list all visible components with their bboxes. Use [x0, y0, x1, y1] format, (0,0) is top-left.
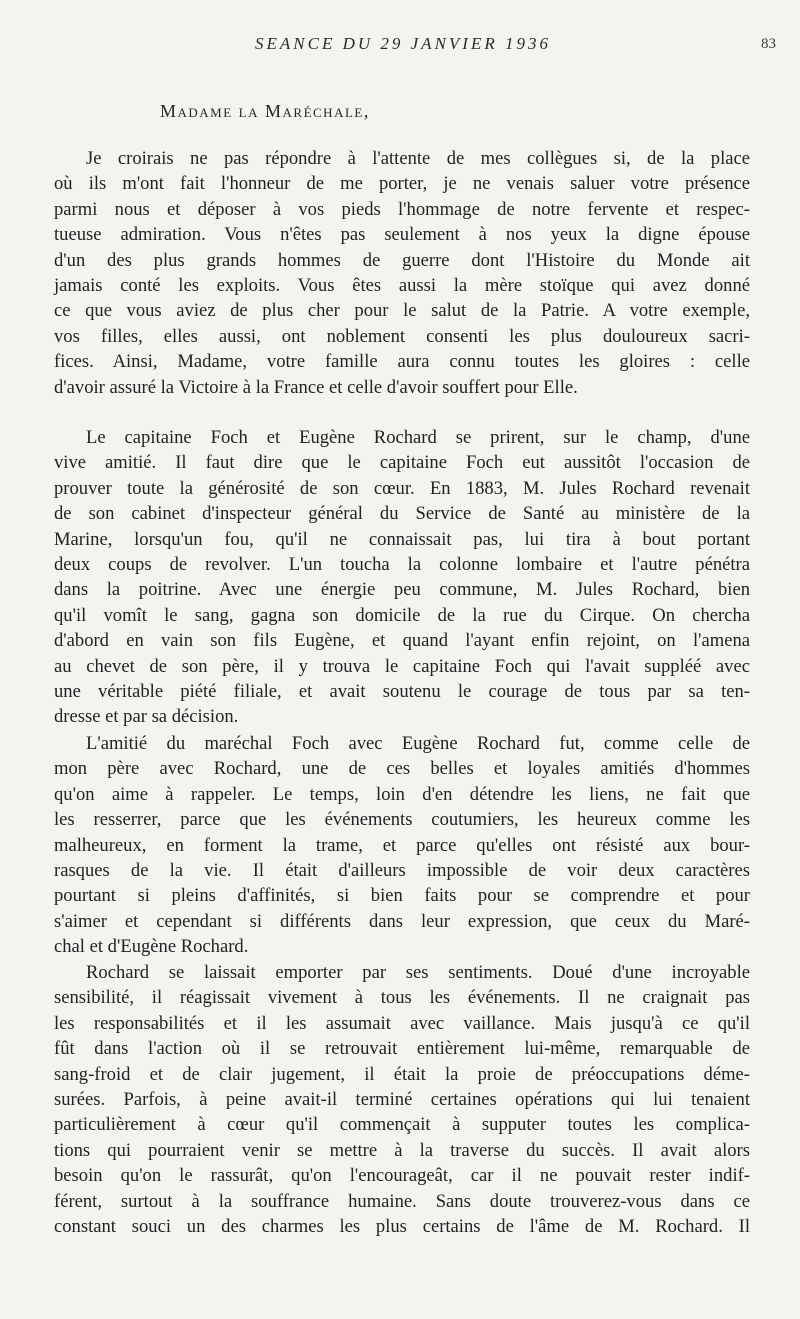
salutation: Madame la Maréchale,: [160, 101, 370, 121]
text-line: fût dans l'action où il se retrouvait entièrement lui-même, remarquable de: [54, 1038, 750, 1060]
running-title: SEANCE DU 29 JANVIER 1936: [255, 34, 551, 53]
text-line: rasques de la vie. Il était d'ailleurs impossible de voir deux caractères: [54, 859, 750, 881]
text-line: les resserrer, parce que les événements coutumiers, les heureux comme les: [54, 809, 750, 831]
text-line: de son cabinet d'inspecteur général du Service de Santé au ministère de la: [54, 503, 750, 525]
text-line: où ils m'ont fait l'honneur de me porter, je ne venais saluer votre présence: [54, 173, 750, 195]
text-line: ce que vous aviez de plus cher pour le salut de la Patrie. A votre exemple,: [54, 300, 750, 322]
text-line: tueuse admiration. Vous n'êtes pas seulement à nos yeux la digne épouse: [54, 224, 750, 246]
text-line: d'avoir assuré la Victoire à la France et celle d'avoir souffert pour Elle.: [54, 376, 578, 398]
text-line: constant souci un des charmes les plus certains de l'âme de M. Rochard. Il: [54, 1215, 750, 1237]
text-line: malheureux, en forment la trame, et parce qu'elles ont résisté aux bour-: [54, 834, 750, 856]
text-line: dans la poitrine. Avec une énergie peu commune, M. Jules Rochard, bien: [54, 579, 750, 601]
text-line: qu'on aime à rappeler. Le temps, loin d'en détendre les liens, ne fait que: [54, 783, 750, 805]
running-header: [0, 34, 800, 58]
text-line: L'amitié du maréchal Foch avec Eugène Rochard fut, comme celle de: [86, 733, 750, 754]
text-line: tions qui pourraient venir se mettre à la traverse du succès. Il avait alors: [54, 1139, 750, 1161]
text-line: surées. Parfois, à peine avait-il terminé certaines opérations qui lui tenaient: [54, 1088, 750, 1110]
text-line: besoin qu'on le rassurât, qu'on l'encourageât, car il ne pouvait rester indif-: [54, 1165, 750, 1187]
text-line: jamais conté les exploits. Vous êtes aussi la mère stoïque qui avez donné: [54, 274, 750, 296]
text-line: s'aimer et cependant si différents dans leur expression, que ceux du Maré-: [54, 910, 750, 932]
text-line: une véritable piété filiale, et avait soutenu le courage de tous par sa ten-: [54, 680, 750, 702]
text-line: au chevet de son père, il y trouva le capitaine Foch qui l'avait suppléé avec: [54, 655, 750, 677]
paragraph-1: [54, 146, 750, 400]
text-line: Le capitaine Foch et Eugène Rochard se prirent, sur le champ, d'une: [86, 427, 750, 448]
text-line: vive amitié. Il faut dire que le capitaine Foch eut aussitôt l'occasion de: [54, 452, 750, 474]
paragraph-4: [54, 960, 750, 1239]
text-line: deux coups de revolver. L'un toucha la colonne lombaire et l'autre pénétra: [54, 553, 750, 575]
text-line: particulièrement à cœur qu'il commençait à supputer toutes les complica-: [54, 1114, 750, 1136]
text-line: dresse et par sa décision.: [54, 706, 239, 728]
text-line: d'un des plus grands hommes de guerre dont l'Histoire du Monde ait: [54, 249, 750, 271]
text-line: mon père avec Rochard, une de ces belles et loyales amitiés d'hommes: [54, 758, 750, 780]
text-line: sang-froid et de clair jugement, il était la proie de préoccupations déme-: [54, 1063, 750, 1085]
text-line: les responsabilités et il les assumait avec vaillance. Mais jusqu'à ce qu'il: [54, 1012, 750, 1034]
text-line: sensibilité, il réagissait vivement à tous les événements. Il ne craignait pas: [54, 987, 750, 1009]
text-line: parmi nous et déposer à vos pieds l'hommage de notre fervente et respec-: [54, 198, 750, 220]
text-line: chal et d'Eugène Rochard.: [54, 936, 249, 958]
page-number: 83: [761, 36, 776, 52]
text-line: qu'il vomît le sang, gagna son domicile de la rue du Cirque. On chercha: [54, 604, 750, 626]
text-line: Marine, lorsqu'un fou, qu'il ne connaissait pas, lui tira à bout portant: [54, 528, 750, 550]
paragraph-3: [54, 731, 750, 960]
text-line: vos filles, elles aussi, ont noblement consenti les plus douloureux sacri-: [54, 325, 750, 347]
text-line: fices. Ainsi, Madame, votre famille aura connu toutes les gloires : celle: [54, 351, 750, 373]
text-line: prouver toute la générosité de son cœur. En 1883, M. Jules Rochard revenait: [54, 477, 750, 499]
text-line: d'abord en vain son fils Eugène, et quand l'ayant enfin rejoint, on l'amena: [54, 630, 750, 652]
text-line: pourtant si pleins d'affinités, si bien faits pour se comprendre et pour: [54, 885, 750, 907]
paragraph-2: [54, 425, 750, 730]
text-line: Rochard se laissait emporter par ses sentiments. Doué d'une incroyable: [86, 962, 750, 983]
text-line: férent, surtout à la souffrance humaine. Sans doute trouverez-vous dans ce: [54, 1190, 750, 1212]
text-line: Je croirais ne pas répondre à l'attente de mes collègues si, de la place: [86, 148, 750, 169]
